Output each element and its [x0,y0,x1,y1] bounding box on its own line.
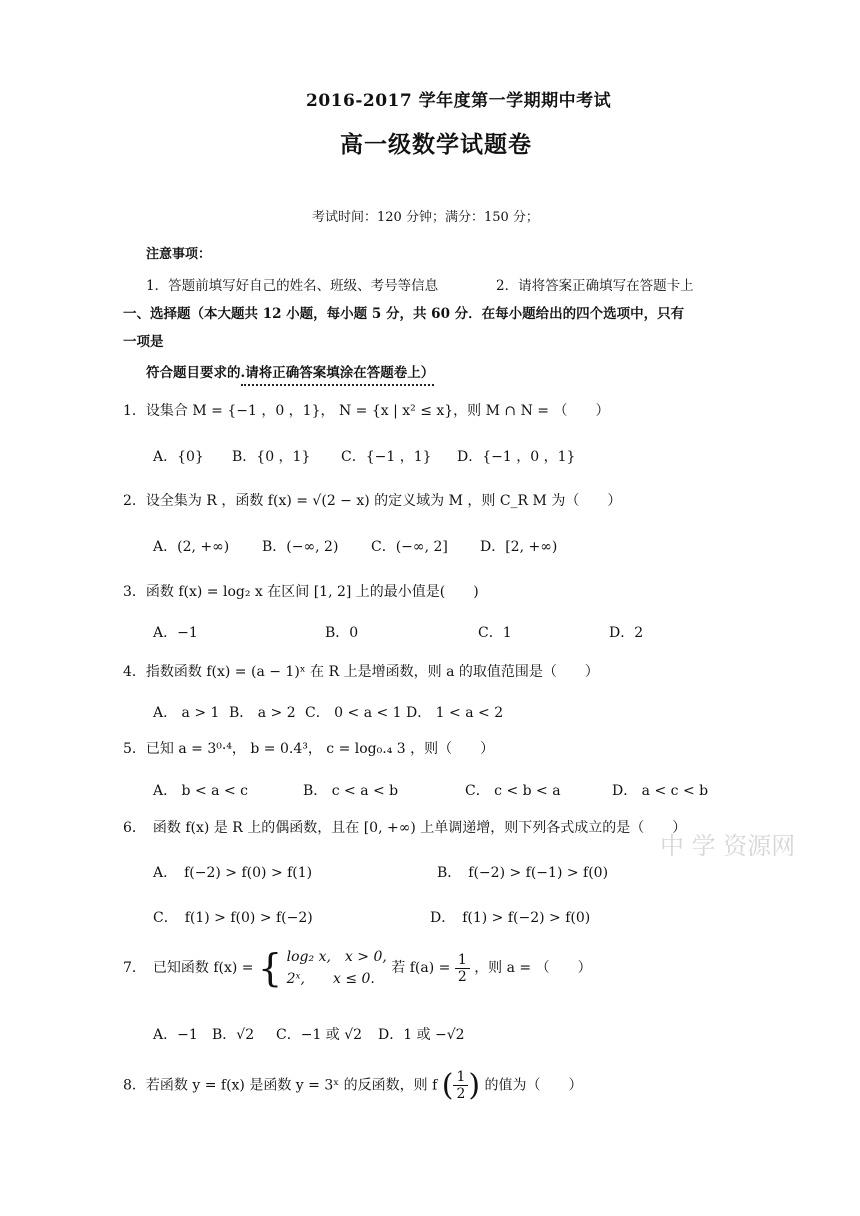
question-4-option-b: B． a > 2 [229,705,296,721]
piecewise-case-2: 2ˣ, x ≤ 0. [286,971,375,987]
question-5-option-d: D． a < c < b [612,783,709,799]
fraction-denominator: 2 [457,968,467,985]
question-8-stem-prefix: 8．若函数 y = f(x) 是函数 y = 3ˣ 的反函数，则 f [123,1077,438,1094]
question-2-option-a: A．(2, +∞) [153,539,230,555]
question-3-stem: 3．函数 f(x) = log₂ x 在区间 [1, 2] 上的最小值是( ) [123,584,479,600]
fraction-numerator: 1 [453,1069,468,1086]
question-7-stem-mid: 若 f(a) = [391,960,451,976]
question-5-stem: 5．已知 a = 3⁰·⁴， b = 0.4³， c = log₀.₄ 3 ，则（ ） [123,741,495,757]
question-2-stem: 2．设全集为 R ，函数 f(x) = √(2 − x) 的定义域为 M ，则 C_R M 为（ ） [123,493,622,509]
question-4-option-d: D． 1 < a < 2 [406,705,504,721]
question-6-option-a: A． f(−2) > f(0) > f(1) [153,865,313,881]
fraction-one-half [455,952,470,985]
question-3-option-c: C．1 [478,625,512,641]
question-3-option-d: D．2 [609,625,644,641]
left-brace-icon: { [258,946,283,990]
question-3-option-a: A．−1 [153,625,198,641]
section-instructions-line3 [146,361,434,381]
fraction-one-half [453,1069,468,1102]
question-5-option-a: A． b < a < c [153,783,248,799]
section-instructions-line1: 一、选择题（本大题共 12 小题，每小题 5 分，共 60 分．在每小题给出的四个选项中，只有 [123,306,685,322]
left-paren-icon: ( [441,1068,454,1103]
question-5-option-b: B． c < a < b [303,783,399,799]
exam-info: 考试时间：120 分钟；满分：150 分； [312,210,539,225]
question-7-stem-prefix: 7． 已知函数 f(x) = [123,960,254,976]
question-7-stem [123,946,592,990]
question-1-option-b: B．{0 ，1} [232,449,311,465]
right-paren-icon: ) [468,1068,481,1103]
piecewise-case-1: log₂ x, x > 0, [286,949,387,965]
question-2-option-c: C．(−∞, 2] [371,539,448,555]
exam-title: 2016-2017 学年度第一学期期中考试 [306,91,612,111]
watermark-logo: 中 学 资源网 [660,832,796,860]
question-8-stem [123,1068,583,1103]
question-7-option-b: B．√2 [212,1027,255,1043]
section-instructions-line2: 一项是 [123,334,164,350]
question-6-option-d: D． f(1) > f(−2) > f(0) [430,910,591,926]
piecewise-cases [287,946,387,990]
question-7-option-d: D．1 或 −√2 [378,1027,465,1043]
question-7-option-a: A．−1 [153,1027,198,1043]
question-1-option-a: A．{0} [153,449,204,465]
question-1-option-d: D．{−1 ，0 ，1} [457,449,576,465]
question-5-option-c: C． c < b < a [465,783,561,799]
instruction-dotted-text: .请将正确答案填涂在答题卷上） [241,365,435,386]
question-6-option-c: C． f(1) > f(0) > f(−2) [153,910,313,926]
notice-item-1: 1．答题前填写好自己的姓名、班级、考号等信息 [146,278,439,294]
question-2-option-b: B．(−∞, 2) [262,539,339,555]
question-8-stem-suffix: 的值为（ ） [484,1077,583,1094]
question-1-option-c: C．{−1 ，1} [341,449,432,465]
question-6-option-b: B． f(−2) > f(−1) > f(0) [437,865,609,881]
notice-item-2: 2．请将答案正确填写在答题卡上 [496,278,694,294]
question-4-option-c: C． 0 < a < 1 [305,705,402,721]
question-1-stem: 1．设集合 M = {−1 ，0 ，1}， N = {x | x² ≤ x}，则 M ∩ N = （ ） [123,403,610,419]
fraction-numerator: 1 [455,952,470,969]
question-2-option-d: D．[2, +∞) [480,539,558,555]
question-3-option-b: B．0 [325,625,359,641]
notice-heading: 注意事项： [146,247,212,262]
question-4-option-a: A． a > 1 [153,705,220,721]
question-4-stem: 4．指数函数 f(x) = (a − 1)ˣ 在 R 上是增函数，则 a 的取值范围是（ ） [123,664,599,680]
question-7-option-c: C．−1 或 √2 [276,1027,363,1043]
instruction-text: 符合题目要求的 [146,365,241,381]
question-7-stem-suffix: ，则 a = （ ） [474,960,592,976]
question-6-stem: 6． 函数 f(x) 是 R 上的偶函数，且在 [0, +∞) 上单调递增，则下列各式成立的是（ ） [123,820,687,836]
paper-title: 高一级数学试题卷 [340,131,532,158]
fraction-denominator: 2 [456,1086,466,1102]
